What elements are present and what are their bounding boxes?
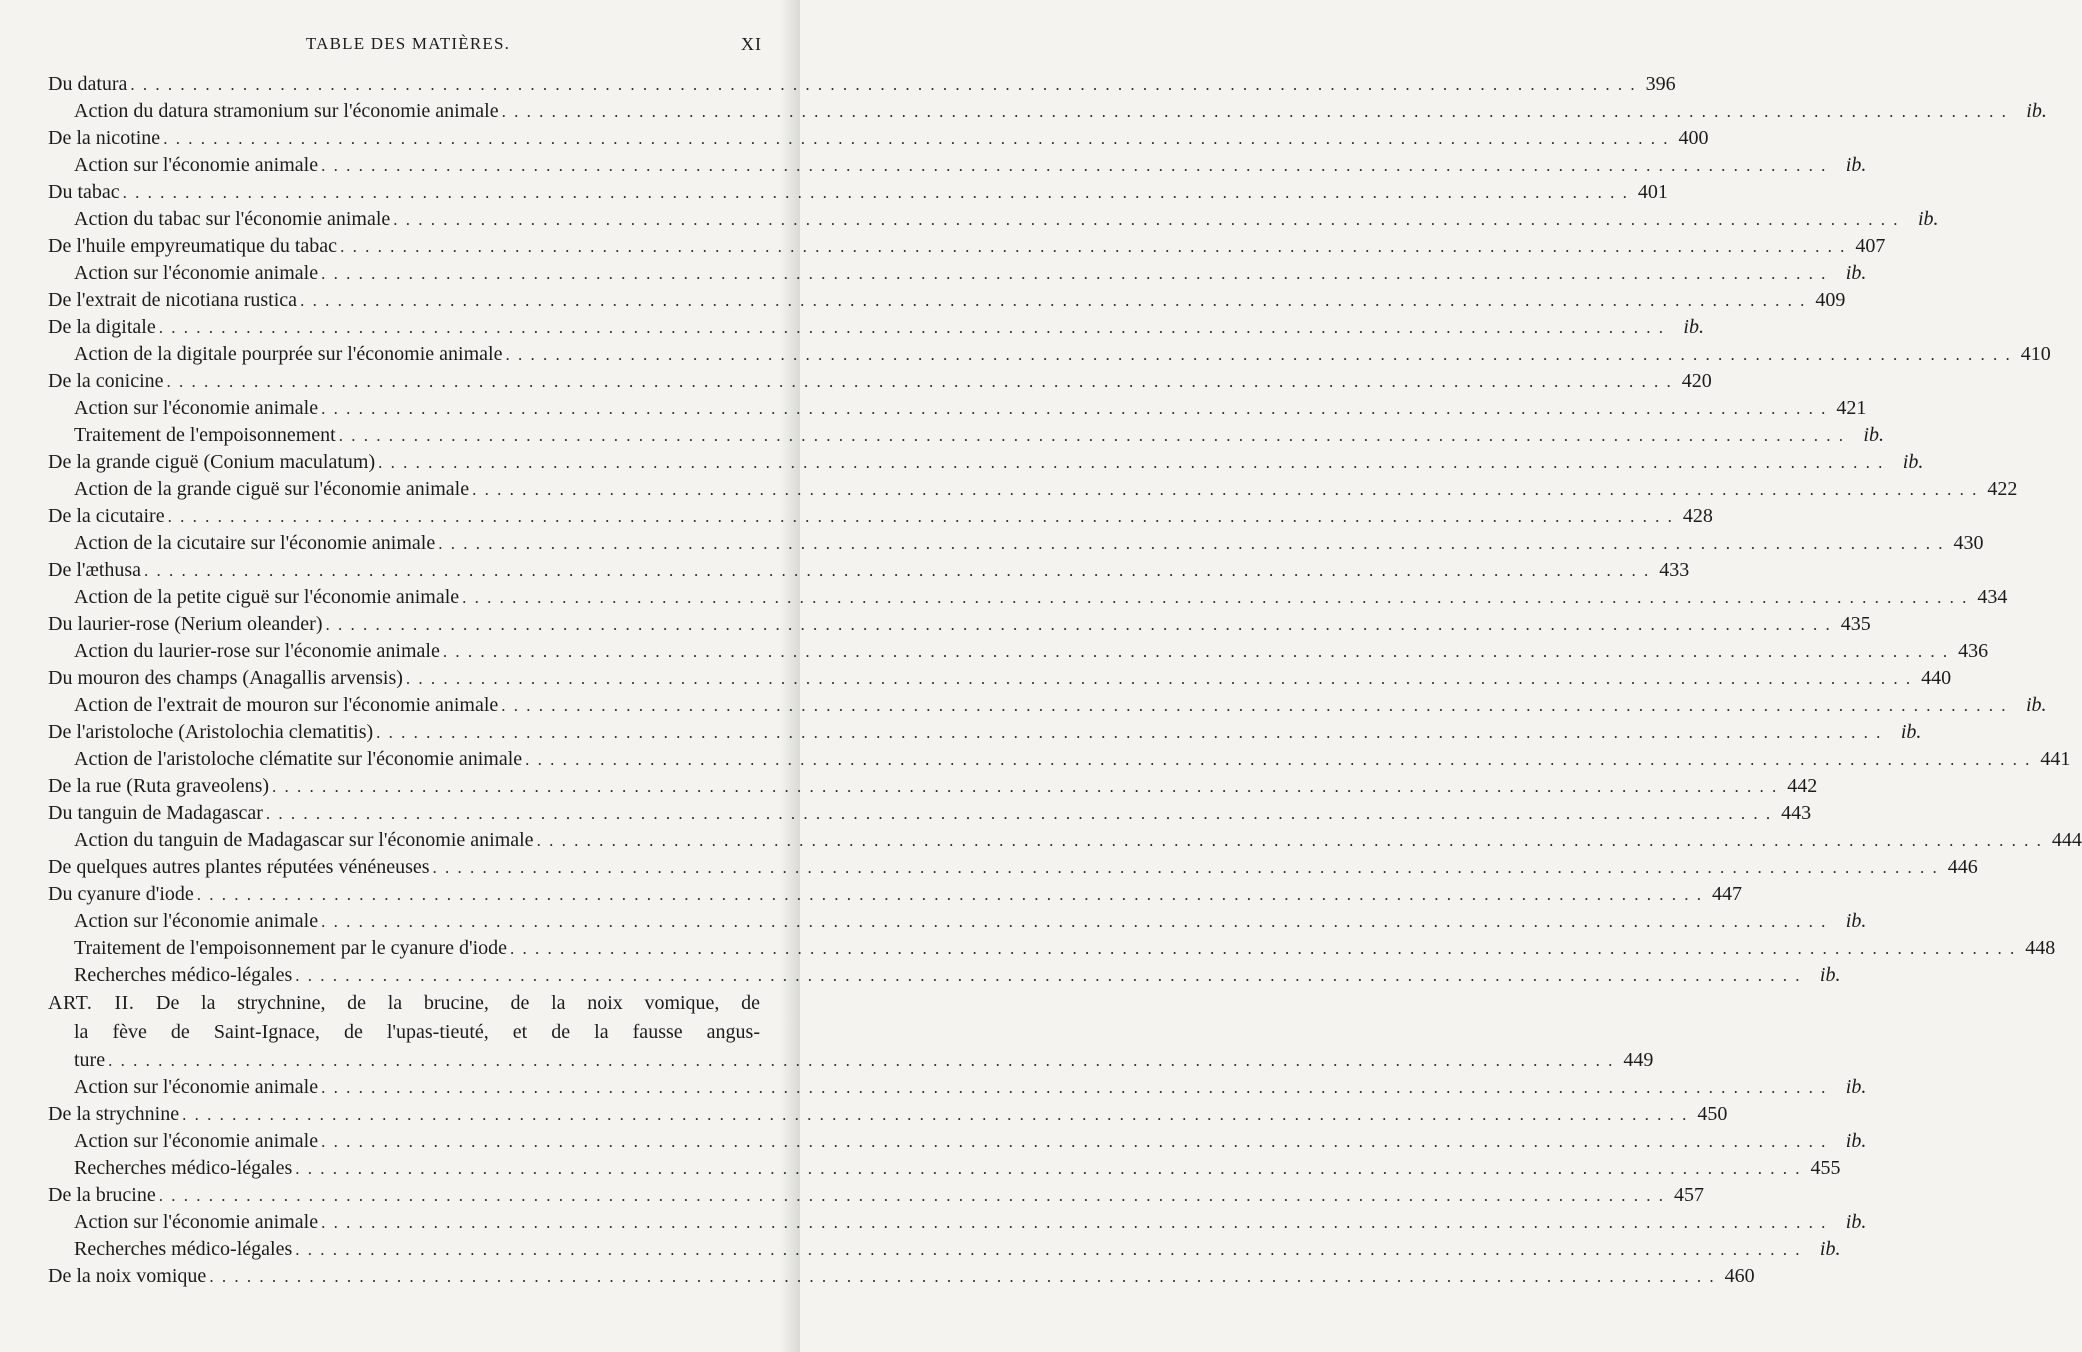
toc-entry-page: 409 [1815,289,1846,311]
toc-entry-title: De l'æthusa [48,559,142,581]
dot-leader [321,152,1827,179]
toc-subentry [48,422,1884,449]
dot-leader [130,71,1636,98]
toc-entry-page: 447 [1712,883,1743,905]
dot-leader [321,260,1827,287]
article-title-line-2: la fève de Saint-Ignace, de l'upas-tieuté, et de la fausse angus- [74,1021,760,1043]
toc-entry [48,287,1846,314]
toc-entry [48,1182,1704,1209]
toc-entry-page: ib. [1902,451,1924,473]
toc-entry-title: De la cicutaire [48,505,165,527]
dot-leader [433,854,1939,881]
toc-entry-title: Du datura [48,73,128,95]
toc-entry-title: Action sur l'économie animale [74,1076,319,1098]
toc-entry-title: Action sur l'économie animale [74,397,319,419]
toc-entry-page: 434 [1977,586,2008,608]
dot-leader [339,422,1845,449]
toc-entry [48,854,1978,881]
toc-subentry [48,935,2056,962]
toc-entry-title: De la brucine [48,1184,156,1206]
toc-entry-page: 457 [1673,1184,1704,1206]
toc-entry-title: Action de la petite ciguë sur l'économie animale [74,586,460,608]
toc-entry-page: ib. [1845,262,1867,284]
table-of-contents [48,71,2082,1290]
toc-entry-title: Action du datura stramonium sur l'économie animale [74,100,499,122]
toc-entry-page: ib. [1900,721,1922,743]
dot-leader [108,1047,1614,1074]
dot-leader [266,800,1772,827]
toc-entry-page: 443 [1781,802,1812,824]
toc-entry-title: Traitement de l'empoisonnement [74,424,336,446]
dot-leader [321,908,1827,935]
dot-leader [123,179,1629,206]
toc-entry [48,611,1871,638]
toc-entry-page: 446 [1947,856,1978,878]
dot-leader [510,935,2016,962]
dot-leader [295,962,1801,989]
toc-entry [48,557,1690,584]
toc-entry-title: Du tabac [48,181,120,203]
dot-leader [295,1155,1801,1182]
toc-entry-title: De la rue (Ruta graveolens) [48,775,270,797]
toc-entry-page: 428 [1682,505,1713,527]
toc-entry-page: 450 [1697,1103,1728,1125]
toc-subentry [48,206,1939,233]
article-line-2 [48,1018,760,1047]
toc-entry [48,71,1676,98]
toc-entry-page: ib. [1845,1130,1867,1152]
article-line-3 [48,1047,1654,1074]
toc-subentry [48,1209,1867,1236]
dot-leader [182,1101,1688,1128]
toc-subentry [48,827,2082,854]
dot-leader [340,233,1846,260]
dot-leader [525,746,2031,773]
article-title-line-1: De la strychnine, de la brucine, de la noix vomique, de [156,992,760,1014]
toc-entry-page: 410 [2020,343,2051,365]
dot-leader [505,341,2011,368]
running-head: TABLE DES MATIÈRES. [305,34,511,53]
toc-entry-title: Action sur l'économie animale [74,910,319,932]
toc-entry-page: 407 [1855,235,1886,257]
dot-leader [406,665,1912,692]
toc-subentry [48,1236,1841,1263]
dot-leader [462,584,1968,611]
toc-entry-title: Action de la grande ciguë sur l'économie animale [74,478,470,500]
toc-entry-page: ib. [2025,694,2047,716]
article-label: ART. II. [48,992,135,1014]
toc-entry-page: ib. [1819,1238,1841,1260]
toc-entry-title: Traitement de l'empoisonnement par le cyanure d'iode [74,937,508,959]
dot-leader [209,1263,1715,1290]
toc-entry-title: Recherches médico-légales [74,1238,293,1260]
article-title-line-3: ture [74,1049,106,1071]
page-header [48,34,768,60]
toc-entry-title: Action du laurier-rose sur l'économie animale [74,640,440,662]
article-page-number: 449 [1623,1049,1654,1071]
toc-entry-page: ib. [1845,1076,1867,1098]
dot-leader [300,287,1806,314]
toc-subentry [48,341,2051,368]
toc-entry-page: 422 [1987,478,2018,500]
toc-subentry [48,638,1989,665]
toc-entry-page: 396 [1645,73,1676,95]
dot-leader [321,1128,1827,1155]
toc-entry-page: ib. [2026,100,2047,122]
toc-entry-title: Action sur l'économie animale [74,154,319,176]
dot-leader [321,395,1827,422]
toc-entry-title: Du cyanure d'iode [48,883,194,905]
dot-leader [144,557,1650,584]
dot-leader [159,1182,1665,1209]
toc-entry-page: 448 [2025,937,2056,959]
toc-entry-page: 420 [1681,370,1712,392]
toc-entry-title: Du laurier-rose (Nerium oleander) [48,613,323,635]
dot-leader [378,449,1884,476]
toc-subentry [48,260,1867,287]
dot-leader [502,98,2008,125]
dot-leader [438,530,1944,557]
dot-leader [167,368,1673,395]
toc-entry-title: De l'extrait de nicotiana rustica [48,289,298,311]
toc-entry-page: ib. [1917,208,1939,230]
toc-entry-title: Action de la digitale pourprée sur l'économie animale [74,343,503,365]
toc-subentry [48,98,2047,125]
dot-leader [321,1074,1827,1101]
toc-entry-page: 433 [1659,559,1690,581]
toc-entry-title: De la grande ciguë (Conium maculatum) [48,451,376,473]
toc-entry [48,881,1743,908]
toc-entry [48,314,1704,341]
dot-leader [168,503,1674,530]
toc-entry-title: De l'aristoloche (Aristolochia clematitis) [48,721,374,743]
toc-entry-title: Action de l'extrait de mouron sur l'économie animale [74,694,499,716]
toc-entry-page: 430 [1953,532,1984,554]
toc-entry-title: Action du tanguin de Madagascar sur l'économie animale [74,829,534,851]
toc-subentry [48,908,1867,935]
dot-leader [501,692,2007,719]
toc-entry-page: 440 [1921,667,1952,689]
toc-entry [48,719,1922,746]
toc-entry-page: ib. [1845,154,1867,176]
toc-subentry [48,152,1867,179]
toc-entry [48,773,1818,800]
toc-entry [48,368,1712,395]
toc-entry [48,449,1924,476]
toc-subentry [48,476,2018,503]
dot-leader [197,881,1703,908]
dot-leader [376,719,1882,746]
toc-entry-page: 455 [1810,1157,1841,1179]
toc-list-a [48,71,2082,989]
toc-entry-title: De la strychnine [48,1103,180,1125]
toc-entry-title: Recherches médico-légales [74,964,293,986]
dot-leader [443,638,1949,665]
toc-entry-page: ib. [1845,910,1867,932]
toc-subentry [48,746,2071,773]
toc-entry [48,179,1668,206]
toc-entry [48,1101,1728,1128]
toc-entry [48,503,1713,530]
toc-entry [48,1263,1755,1290]
toc-entry-page: 421 [1836,397,1867,419]
toc-entry-title: Action sur l'économie animale [74,1130,319,1152]
toc-subentry [48,1128,1867,1155]
toc-subentry [48,1155,1841,1182]
toc-entry [48,125,1709,152]
toc-list-b [48,1074,1867,1290]
toc-entry-title: Action sur l'économie animale [74,1211,319,1233]
toc-entry-page: ib. [1845,1211,1867,1233]
toc-entry [48,665,1952,692]
dot-leader [325,611,1831,638]
toc-entry-page: 441 [2040,748,2071,770]
toc-entry-title: Du tanguin de Madagascar [48,802,263,824]
toc-entry-page: 435 [1840,613,1871,635]
toc-subentry [48,692,2047,719]
toc-entry-title: De quelques autres plantes réputées vénéneuses [48,856,430,878]
toc-entry-page: ib. [1863,424,1884,446]
toc-entry-page: 460 [1724,1265,1755,1287]
page-number: XI [741,34,762,54]
toc-entry-title: De la nicotine [48,127,161,149]
toc-entry-title: Recherches médico-légales [74,1157,293,1179]
dot-leader [321,1209,1827,1236]
toc-entry-page: 400 [1678,127,1709,149]
dot-leader [159,314,1665,341]
article-line-1 [48,989,760,1018]
toc-entry-title: De la conicine [48,370,164,392]
toc-entry-title: Action de l'aristoloche clématite sur l'économie animale [74,748,523,770]
toc-subentry [48,962,1841,989]
dot-leader [295,1236,1801,1263]
toc-subentry [48,530,1984,557]
dot-leader [163,125,1669,152]
toc-article-heading [48,989,1654,1074]
dot-leader [393,206,1899,233]
dot-leader [272,773,1778,800]
toc-subentry [48,395,1867,422]
toc-entry-page: 442 [1787,775,1818,797]
dot-leader [537,827,2043,854]
toc-entry-page: 436 [1958,640,1989,662]
dot-leader [472,476,1978,503]
toc-entry-page: 401 [1637,181,1668,203]
toc-entry-title: De la digitale [48,316,156,338]
toc-entry-page: ib. [1819,964,1841,986]
toc-entry-title: Du mouron des champs (Anagallis arvensis) [48,667,403,689]
toc-entry [48,800,1812,827]
toc-entry-page: 444 [2051,829,2082,851]
toc-entry-title: Action de la cicutaire sur l'économie animale [74,532,436,554]
toc-entry [48,233,1886,260]
toc-entry-title: De la noix vomique [48,1265,207,1287]
toc-entry-title: Action du tabac sur l'économie animale [74,208,391,230]
toc-subentry [48,1074,1867,1101]
toc-entry-title: De l'huile empyreumatique du tabac [48,235,338,257]
toc-entry-title: Action sur l'économie animale [74,262,319,284]
toc-subentry [48,584,2008,611]
toc-entry-page: ib. [1683,316,1704,338]
